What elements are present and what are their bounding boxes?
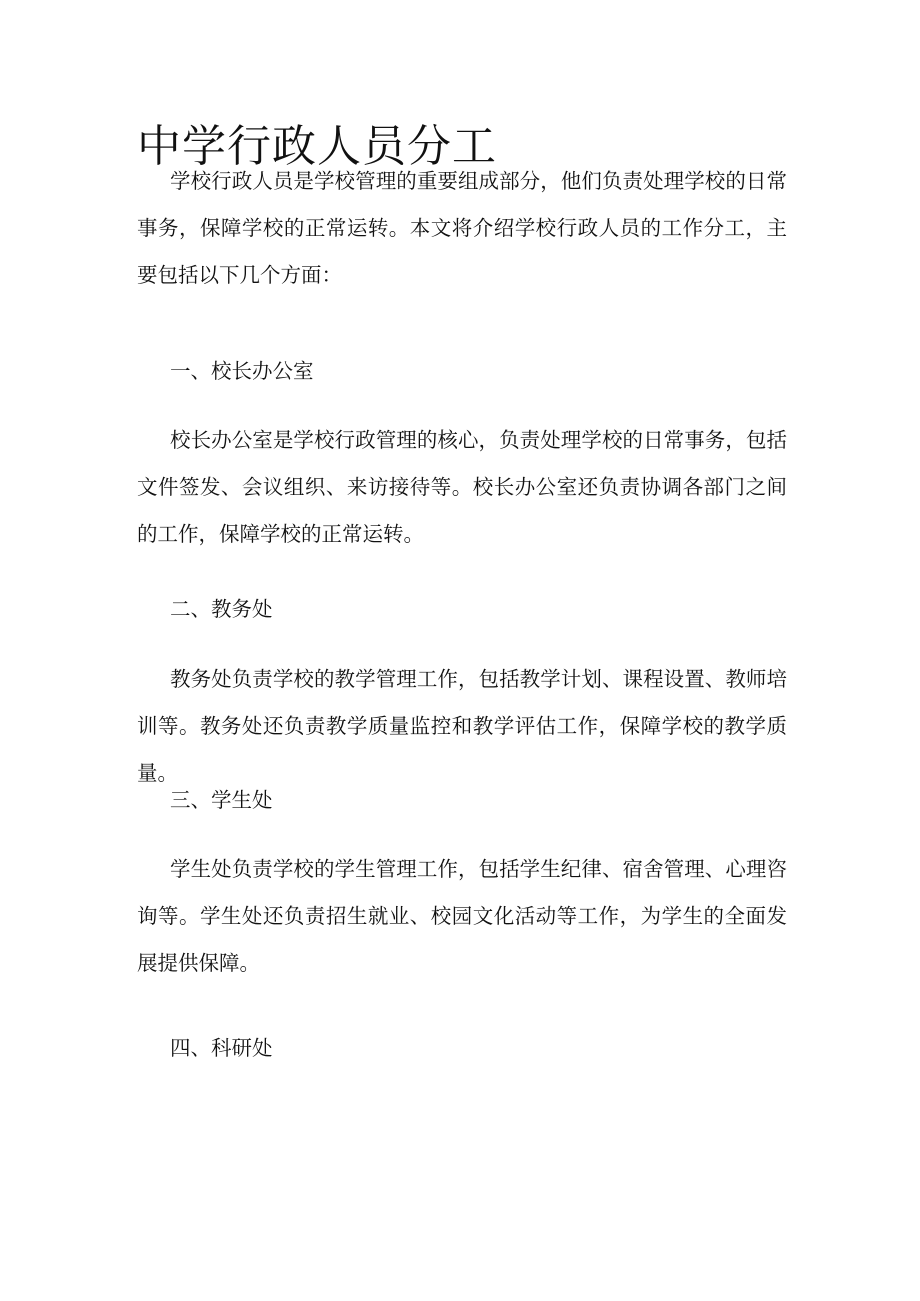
section-heading-research-office: 四、科研处 [170,1036,273,1060]
section-heading-academic-affairs: 二、教务处 [170,597,273,621]
section-heading-student-affairs: 三、学生处 [170,788,273,812]
document-title: 中学行政人员分工 [137,121,497,172]
section-body-principal-office: 校长办公室是学校行政管理的核心，负责处理学校的日常事务，包括文件签发、会议组织、来访接待等。校长办公室还负责协调各部门之间的工作，保障学校的正常运转。 [137,428,787,546]
section-heading-principal-office: 一、校长办公室 [170,359,314,383]
section-body-academic-affairs: 教务处负责学校的教学管理工作，包括教学计划、课程设置、教师培训等。教务处还负责教学质量监控和教学评估工作，保障学校的教学质量。 [137,667,787,785]
section-body-student-affairs: 学生处负责学校的学生管理工作，包括学生纪律、宿舍管理、心理咨询等。学生处还负责招生就业、校园文化活动等工作，为学生的全面发展提供保障。 [137,857,787,975]
intro-paragraph: 学校行政人员是学校管理的重要组成部分，他们负责处理学校的日常事务，保障学校的正常运转。本文将介绍学校行政人员的工作分工，主要包括以下几个方面： [137,169,787,287]
